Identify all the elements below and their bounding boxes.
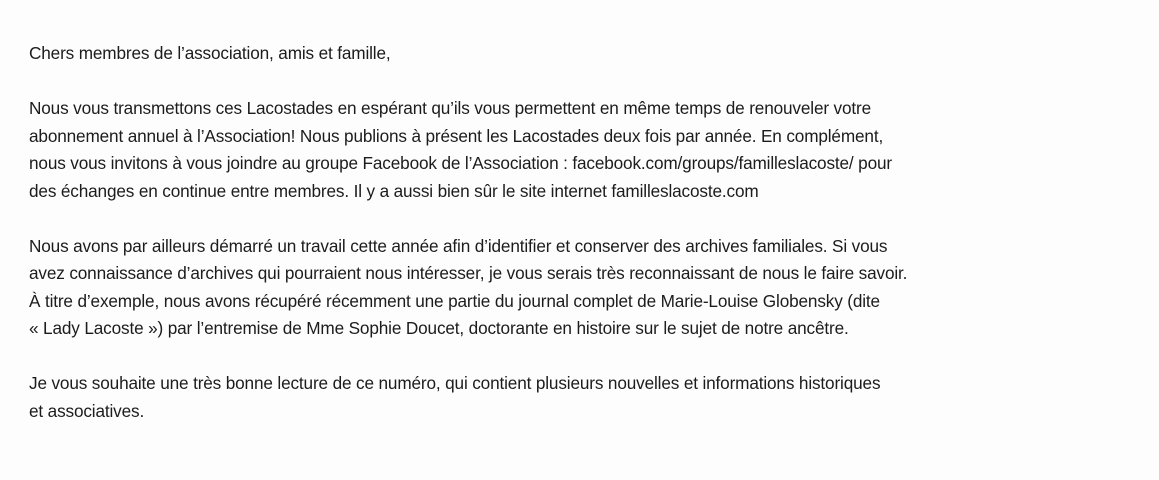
paragraph-renewal (29, 95, 1139, 205)
paragraph-spacer (29, 205, 1139, 233)
paragraph-line: Nous avons par ailleurs démarré un travail cette année afin d’identifier et conserver des archives familiales. Si vous (29, 235, 888, 256)
paragraph-closing (29, 370, 1139, 425)
paragraph-line: abonnement annuel à l’Association! Nous publions à présent les Lacostades deux fois par année. En complément, (29, 125, 884, 146)
paragraph-line: nous vous invitons à vous joindre au groupe Facebook de l’Association : facebook.com/groups/familleslacoste/ pour (29, 153, 892, 173)
paragraph-line: À titre d’exemple, nous avons récupéré récemment une partie du journal complet de Marie-Louise Globensky (dite (29, 290, 880, 311)
paragraph-line: Je vous souhaite une très bonne lecture de ce numéro, qui contient plusieurs nouvelles et informations historiques (29, 373, 881, 393)
paragraph-line: des échanges en continue entre membres. Il y a aussi bien sûr le site internet familleslacoste.com (29, 180, 759, 201)
paragraph-spacer (29, 343, 1139, 371)
paragraph-line: « Lady Lacoste ») par l’entremise de Mme Sophie Doucet, doctorante en histoire sur le sujet de notre ancêtre. (29, 318, 849, 338)
paragraph-line: avez connaissance d’archives qui pourraient nous intéresser, je vous serais très reconnaissant de nous le faire savoir. (29, 263, 908, 283)
salutation: Chers membres de l’association, amis et famille, (29, 43, 391, 63)
letter-body (29, 40, 1139, 425)
paragraph-spacer (29, 68, 1139, 96)
paragraph-archives (29, 233, 1139, 343)
paragraph-line: et associatives. (29, 400, 145, 421)
paragraph-line: Nous vous transmettons ces Lacostades en espérant qu’ils vous permettent en même temps de renouveler votre (29, 98, 872, 118)
